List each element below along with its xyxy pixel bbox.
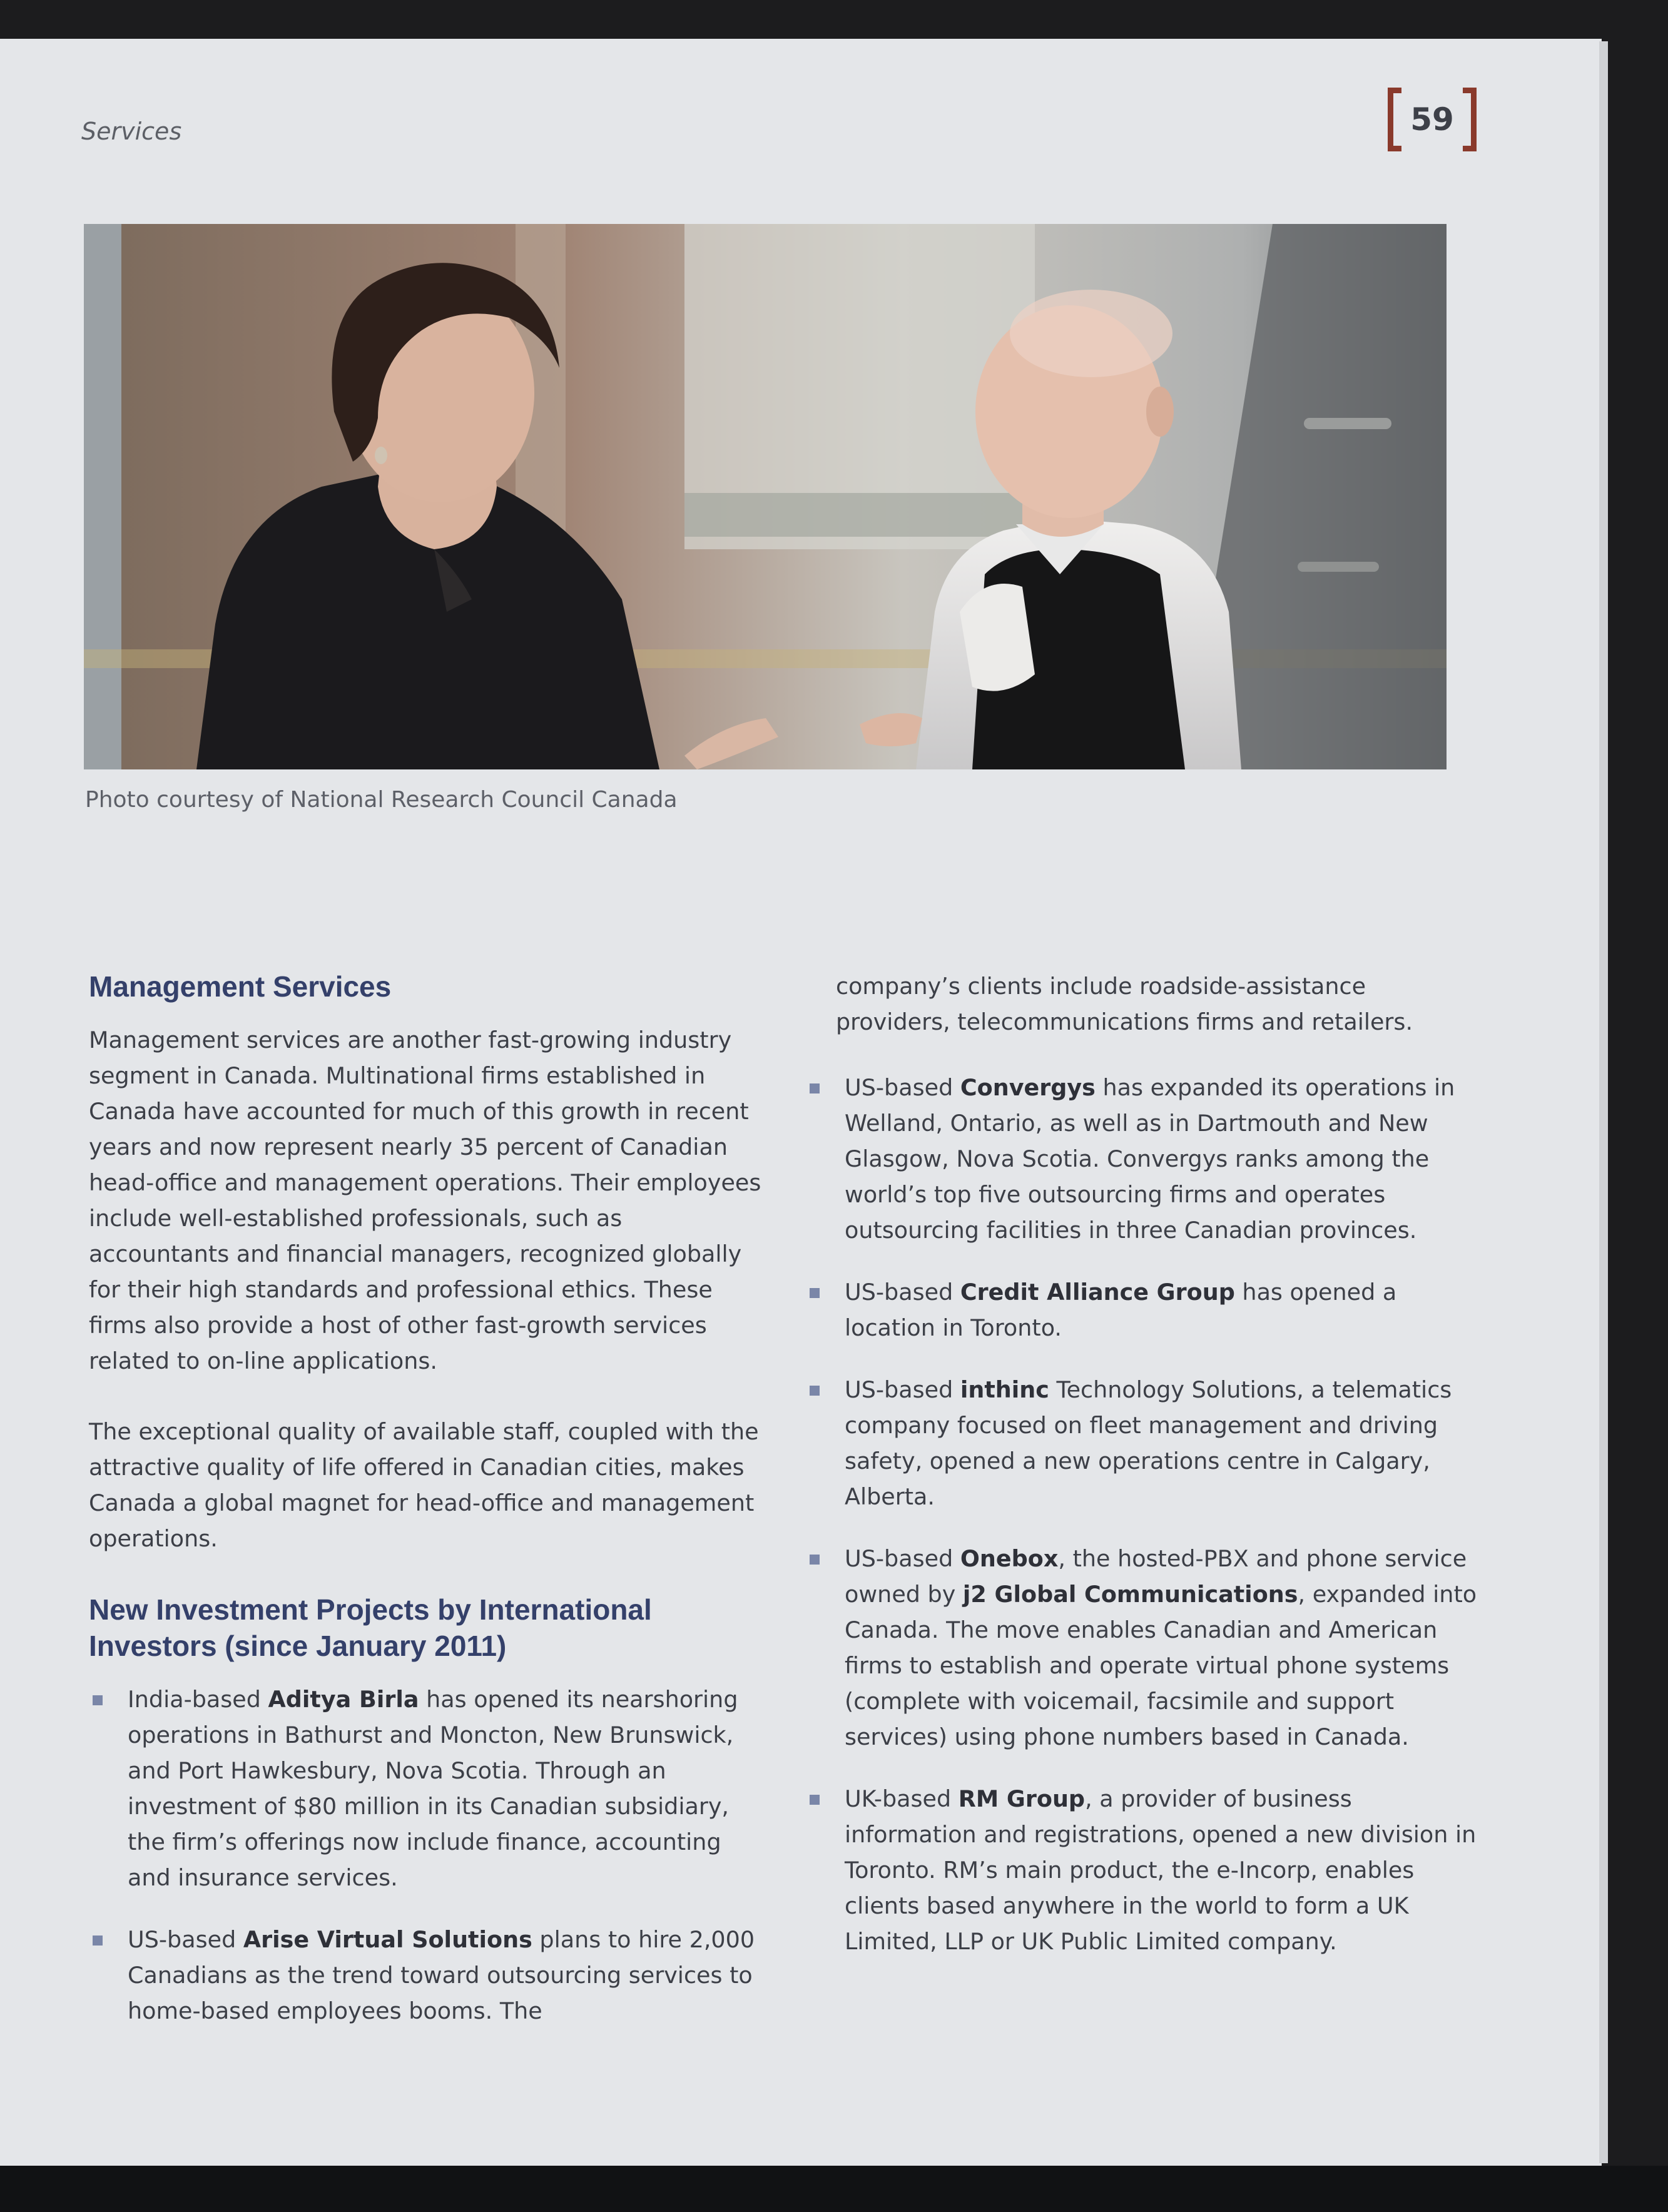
square-bullet-icon xyxy=(93,1936,103,1946)
company-name: Convergys xyxy=(960,1074,1096,1101)
heading-new-investment-projects: New Investment Projects by International Investors (since January 2011) xyxy=(89,1593,652,1662)
project-list-right xyxy=(806,1070,1482,1959)
photo-two-people-talking xyxy=(84,224,1447,769)
company-name: inthinc xyxy=(960,1376,1049,1403)
page-number: 59 xyxy=(1388,88,1477,151)
running-head: Services xyxy=(81,118,182,145)
right-column xyxy=(806,968,1482,1986)
project-list-left xyxy=(89,1682,765,2029)
company-name: j2 Global Communications xyxy=(962,1581,1298,1608)
list-item: India-based Aditya Birla has opened its nearshoring operations in Bathurst and Moncton, New Brunswick, and Port Hawkesbury, Nova Scotia. Through an investment of $80 million in its Canadian subsidiary, the firm’s offerings now include finance, accounting and insurance services. xyxy=(89,1682,765,1895)
photo-caption: Photo courtesy of National Research Council Canada xyxy=(85,787,678,813)
list-item: US-based Convergys has expanded its operations in Welland, Ontario, as well as in Dartmouth and New Glasgow, Nova Scotia. Convergys ranks among the world’s top five outsourcing firms and operates outsourcing facilities in three Canadian provinces. xyxy=(806,1070,1482,1248)
left-column xyxy=(89,968,765,2055)
paragraph-quality-of-staff: The exceptional quality of available staff, coupled with the attractive quality of life offered in Canadian cities, makes Canada a global magnet for head-office and management operations. xyxy=(89,1418,759,1552)
square-bullet-icon xyxy=(810,1083,820,1093)
company-name: Aditya Birla xyxy=(268,1686,419,1713)
page-edge xyxy=(1599,41,1608,2163)
square-bullet-icon xyxy=(93,1695,103,1705)
list-item: US-based Onebox, the hosted-PBX and phone service owned by j2 Global Communications, expanded into Canada. The move enables Canadian and American firms to establish and operate virtual phone systems (complete with voicemail, facsimile and support services) using phone numbers based in Canada. xyxy=(806,1541,1482,1755)
list-item-continuation: company’s clients include roadside-assistance providers, telecommunications firms and retailers. xyxy=(836,973,1413,1035)
company-name: Arise Virtual Solutions xyxy=(243,1926,532,1953)
square-bullet-icon xyxy=(810,1555,820,1565)
square-bullet-icon xyxy=(810,1386,820,1396)
list-item: UK-based RM Group, a provider of business information and registrations, opened a new division in Toronto. RM’s main product, the e-Incorp, enables clients based anywhere in the world to form a UK Limited, LLP or UK Public Limited company. xyxy=(806,1781,1482,1959)
list-item: US-based inthinc Technology Solutions, a telematics company focused on fleet management and driving safety, opened a new operations centre in Calgary, Alberta. xyxy=(806,1372,1482,1514)
square-bullet-icon xyxy=(810,1795,820,1805)
heading-management-services: Management Services xyxy=(89,970,392,1003)
company-name: Credit Alliance Group xyxy=(960,1279,1235,1306)
list-item: US-based Credit Alliance Group has opened a location in Toronto. xyxy=(806,1274,1482,1346)
list-item: US-based Arise Virtual Solutions plans to hire 2,000 Canadians as the trend toward outsourcing services to home-based employees booms. The xyxy=(89,1922,765,2029)
square-bullet-icon xyxy=(810,1288,820,1298)
scan-background xyxy=(0,2166,1668,2212)
photo-illustration xyxy=(84,224,1447,769)
company-name: Onebox xyxy=(960,1545,1059,1572)
company-name: RM Group xyxy=(958,1785,1086,1812)
paragraph-management-services: Management services are another fast-growing industry segment in Canada. Multinational firms established in Canada have accounted for much of this growth in recent years and now represent nearly 35 percent of Canadian head-office and management operations. Their employees include well-established professionals, such as accountants and financial managers, recognized globally for their high standards and professional ethics. These firms also provide a host of other fast-growth services related to on-line applications. xyxy=(89,1027,761,1374)
